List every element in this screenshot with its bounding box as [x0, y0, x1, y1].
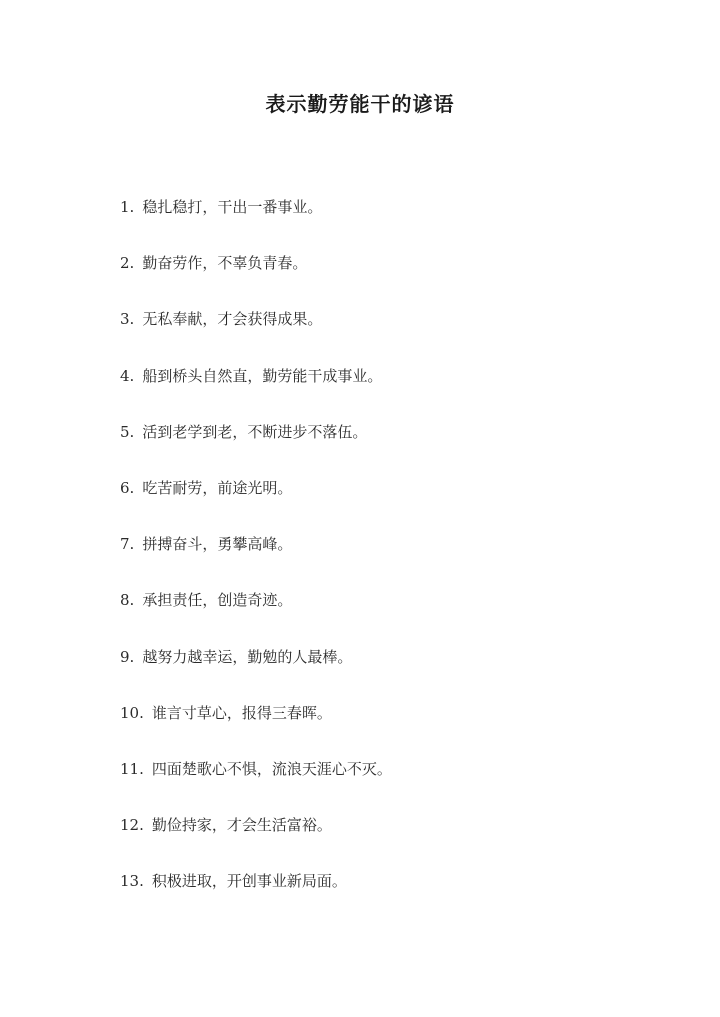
list-item — [120, 477, 680, 533]
item-text: 勤俭持家，才会生活富裕。 — [151, 816, 332, 835]
list-item — [120, 702, 680, 758]
item-text: 吃苦耐劳，前途光明。 — [142, 478, 293, 497]
list-item — [120, 646, 680, 702]
list-item — [120, 308, 680, 364]
item-number: 11. — [120, 759, 144, 778]
item-text: 拼搏奋斗，勇攀高峰。 — [142, 535, 293, 554]
item-number: 2. — [120, 254, 135, 273]
item-number: 5. — [120, 422, 135, 441]
item-text: 船到桥头自然直，勤劳能干成事业。 — [142, 366, 383, 385]
item-number: 6. — [120, 478, 135, 497]
item-number: 4. — [120, 366, 135, 385]
list-item — [120, 533, 680, 589]
list-item — [120, 814, 680, 870]
item-text: 无私奉献，才会获得成果。 — [142, 310, 323, 329]
item-number: 3. — [120, 310, 135, 329]
item-number: 10. — [120, 703, 144, 722]
item-text: 活到老学到老，不断进步不落伍。 — [142, 422, 368, 441]
proverb-list — [120, 196, 680, 926]
item-number: 13. — [120, 872, 144, 891]
list-item — [120, 870, 680, 926]
item-text: 四面楚歌心不惧，流浪天涯心不灭。 — [151, 759, 392, 778]
list-item — [120, 758, 680, 814]
item-number: 8. — [120, 591, 135, 610]
item-text: 勤奋劳作，不辜负青春。 — [142, 254, 308, 273]
item-number: 9. — [120, 647, 135, 666]
item-text: 承担责任，创造奇迹。 — [142, 591, 293, 610]
list-item — [120, 196, 680, 252]
list-item — [120, 421, 680, 477]
item-text: 谁言寸草心，报得三春晖。 — [151, 703, 332, 722]
item-number: 1. — [120, 198, 135, 216]
list-item — [120, 365, 680, 421]
item-number: 12. — [120, 816, 144, 835]
list-item — [120, 589, 680, 645]
item-number: 7. — [120, 535, 135, 554]
item-text: 积极进取，开创事业新局面。 — [151, 872, 347, 891]
list-item — [120, 252, 680, 308]
item-text: 稳扎稳打，干出一番事业。 — [142, 198, 323, 216]
page-title: 表示勤劳能干的谚语 — [265, 92, 455, 116]
item-text: 越努力越幸运，勤勉的人最棒。 — [142, 647, 353, 666]
